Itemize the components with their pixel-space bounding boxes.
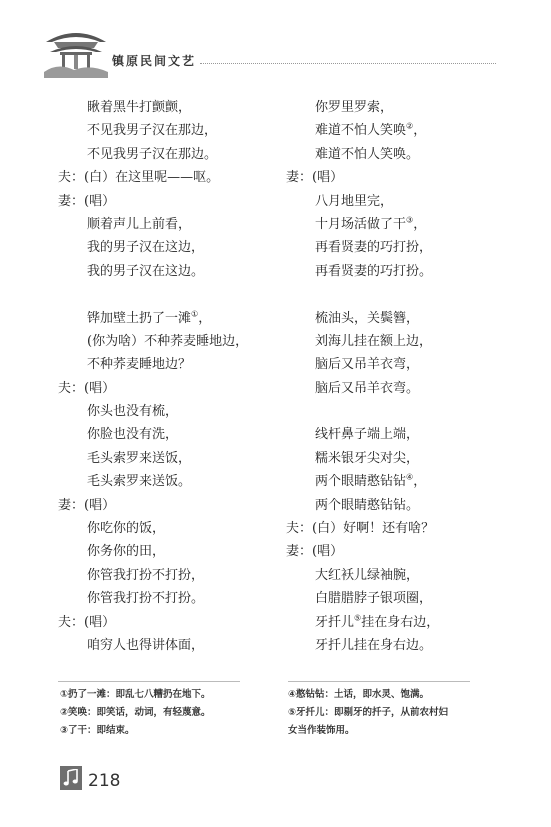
line-text: 刘海儿挂在额上边，	[315, 333, 433, 349]
verse-line	[286, 260, 506, 283]
left-text-column	[58, 96, 278, 657]
verse-line	[58, 423, 278, 446]
verse-line	[286, 377, 506, 400]
line-text-tail: ，	[413, 474, 427, 490]
line-text: 瞅着黑牛打颤颤，	[87, 100, 192, 115]
line-text: 夫：(唱）	[58, 614, 116, 630]
line-text: 妻：(唱）	[286, 170, 344, 186]
line-text: 大红袄儿绿袖腕，	[315, 567, 420, 583]
line-text: 不见我男子汉在那边。	[87, 146, 218, 162]
line-text: 十月场活做了干	[315, 216, 407, 232]
verse-line	[58, 353, 278, 376]
line-text: 夫：(白）在这里呢——呕。	[58, 170, 220, 186]
footnote-marker: ②	[406, 122, 414, 132]
verse-line	[286, 447, 506, 470]
stanza-break	[58, 283, 278, 306]
line-text: 你管我打扮不打扮。	[87, 591, 205, 607]
page-number: 218	[88, 771, 121, 791]
verse-line	[286, 213, 506, 236]
speaker-line	[58, 611, 278, 634]
line-text: 脑后又吊羊衣弯，	[315, 357, 420, 373]
line-text-tail: 挂在身右边，	[361, 614, 440, 630]
speaker-line	[58, 494, 278, 517]
line-text: 难道不怕人笑唤。	[315, 146, 420, 162]
speaker-line	[58, 377, 278, 400]
footnote-marker: ④	[406, 472, 414, 482]
footnote-line: 女当作装饰用。	[288, 725, 355, 736]
footnote-line: ①扔了一滩：即乱七八糟扔在地下。	[60, 689, 211, 700]
footnote-line: ④憨钻钻：土话，即水灵、饱满。	[288, 689, 430, 700]
header-title: 镇原民间文艺	[112, 54, 197, 68]
verse-line	[58, 517, 278, 540]
line-text: 你脸也没有洗，	[87, 427, 179, 443]
music-note-icon	[60, 766, 82, 790]
footnote-line: ②笑唤：即笑话，动词，有轻蔑意。	[60, 707, 211, 718]
line-text: 你管我打扮不打扮，	[87, 567, 205, 583]
verse-line	[58, 400, 278, 423]
verse-line	[286, 634, 506, 657]
verse-line	[58, 447, 278, 470]
line-text: 咱穷人也得讲体面，	[87, 637, 205, 653]
line-text: 铧加壁土扔了一滩	[87, 310, 192, 326]
line-text: 糯米银牙尖对尖，	[315, 450, 420, 466]
line-text: 难道不怕人笑唤	[315, 123, 407, 139]
footnote-marker: ⑤	[354, 613, 362, 623]
verse-line	[58, 330, 278, 353]
verse-line	[286, 564, 506, 587]
verse-line	[58, 143, 278, 166]
line-text: 顺着声儿上前看，	[87, 216, 192, 232]
verse-line	[286, 190, 506, 213]
line-text: 牙扦儿	[315, 614, 355, 630]
verse-line	[286, 470, 506, 493]
speaker-line	[58, 190, 278, 213]
speaker-line	[286, 540, 506, 563]
line-text: 妻：(唱）	[286, 544, 344, 560]
verse-line	[286, 119, 506, 142]
line-text: 线杆鼻子端上端，	[315, 427, 420, 443]
line-text: 你头也没有梳，	[87, 404, 179, 420]
line-text-tail: ，	[413, 216, 427, 232]
line-text-tail: ，	[413, 123, 427, 139]
stanza-break	[286, 400, 506, 423]
header-rule	[200, 63, 496, 64]
page-header	[0, 0, 551, 90]
verse-line	[286, 423, 506, 446]
line-text: 我的男子汉在这边，	[87, 240, 205, 256]
line-text: 毛头索罗来送饭，	[87, 450, 192, 466]
verse-line	[58, 260, 278, 283]
line-text: 夫：(唱）	[58, 380, 116, 396]
line-text: 两个眼睛憨钻钻	[315, 474, 407, 490]
verse-line	[58, 634, 278, 657]
footnote-marker: ①	[191, 309, 199, 319]
verse-line	[58, 119, 278, 142]
right-text-column	[286, 96, 506, 657]
verse-line	[286, 330, 506, 353]
line-text: 不见我男子汉在那边，	[87, 123, 218, 139]
verse-line	[58, 564, 278, 587]
line-text: 不种荞麦睡地边？	[87, 357, 192, 373]
line-text: 再看贤妻的巧打扮，	[315, 240, 433, 256]
speaker-line	[286, 166, 506, 189]
verse-line	[286, 96, 506, 119]
line-text: 我的男子汉在这边。	[87, 263, 205, 279]
footnotes-right	[288, 686, 498, 740]
line-text: 牙扦儿挂在身右边。	[315, 637, 433, 653]
line-text-tail: ，	[198, 310, 212, 326]
verse-line	[58, 236, 278, 259]
footnotes-left	[60, 686, 270, 740]
footnote-divider-left	[58, 681, 240, 682]
line-text: 梳油头，关鬓簪，	[315, 310, 420, 326]
line-text: 你罗里罗索，	[315, 100, 394, 115]
verse-line	[58, 213, 278, 236]
line-text: 再看贤妻的巧打扮。	[315, 263, 433, 279]
verse-line	[58, 540, 278, 563]
line-text: 两个眼睛憨钻钻。	[315, 497, 420, 513]
verse-line	[58, 470, 278, 493]
footnote-line: ③了干：即结束。	[60, 725, 135, 736]
line-text: 你务你的田，	[87, 544, 166, 560]
footnote-marker: ③	[406, 215, 414, 225]
line-text: 八月地里完，	[315, 193, 394, 209]
line-text: 妻：(唱）	[58, 497, 116, 513]
line-text: 夫：(白）好啊！还有啥？	[286, 521, 435, 537]
verse-line	[286, 143, 506, 166]
line-text: 脑后又吊羊衣弯。	[315, 380, 420, 396]
line-text: 毛头索罗来送饭。	[87, 474, 192, 490]
speaker-line	[286, 517, 506, 540]
line-text: 妻：(唱）	[58, 193, 116, 209]
verse-line	[286, 494, 506, 517]
verse-line	[286, 587, 506, 610]
verse-line	[286, 236, 506, 259]
line-text: 白腊腊脖子银项圈，	[315, 591, 433, 607]
footnote-line: ⑤牙扦儿：即剔牙的扦子，从前农村妇	[288, 707, 449, 718]
footnote-divider-right	[288, 681, 470, 682]
verse-line	[58, 307, 278, 330]
speaker-line	[58, 166, 278, 189]
stanza-break	[286, 283, 506, 306]
line-text: 你吃你的饭，	[87, 521, 166, 537]
verse-line	[286, 307, 506, 330]
verse-line	[58, 96, 278, 119]
pavilion-logo-icon	[44, 22, 108, 78]
line-text: (你为啥）不种荞麦睡地边，	[87, 333, 249, 349]
verse-line	[286, 611, 506, 634]
verse-line	[58, 587, 278, 610]
verse-line	[286, 353, 506, 376]
